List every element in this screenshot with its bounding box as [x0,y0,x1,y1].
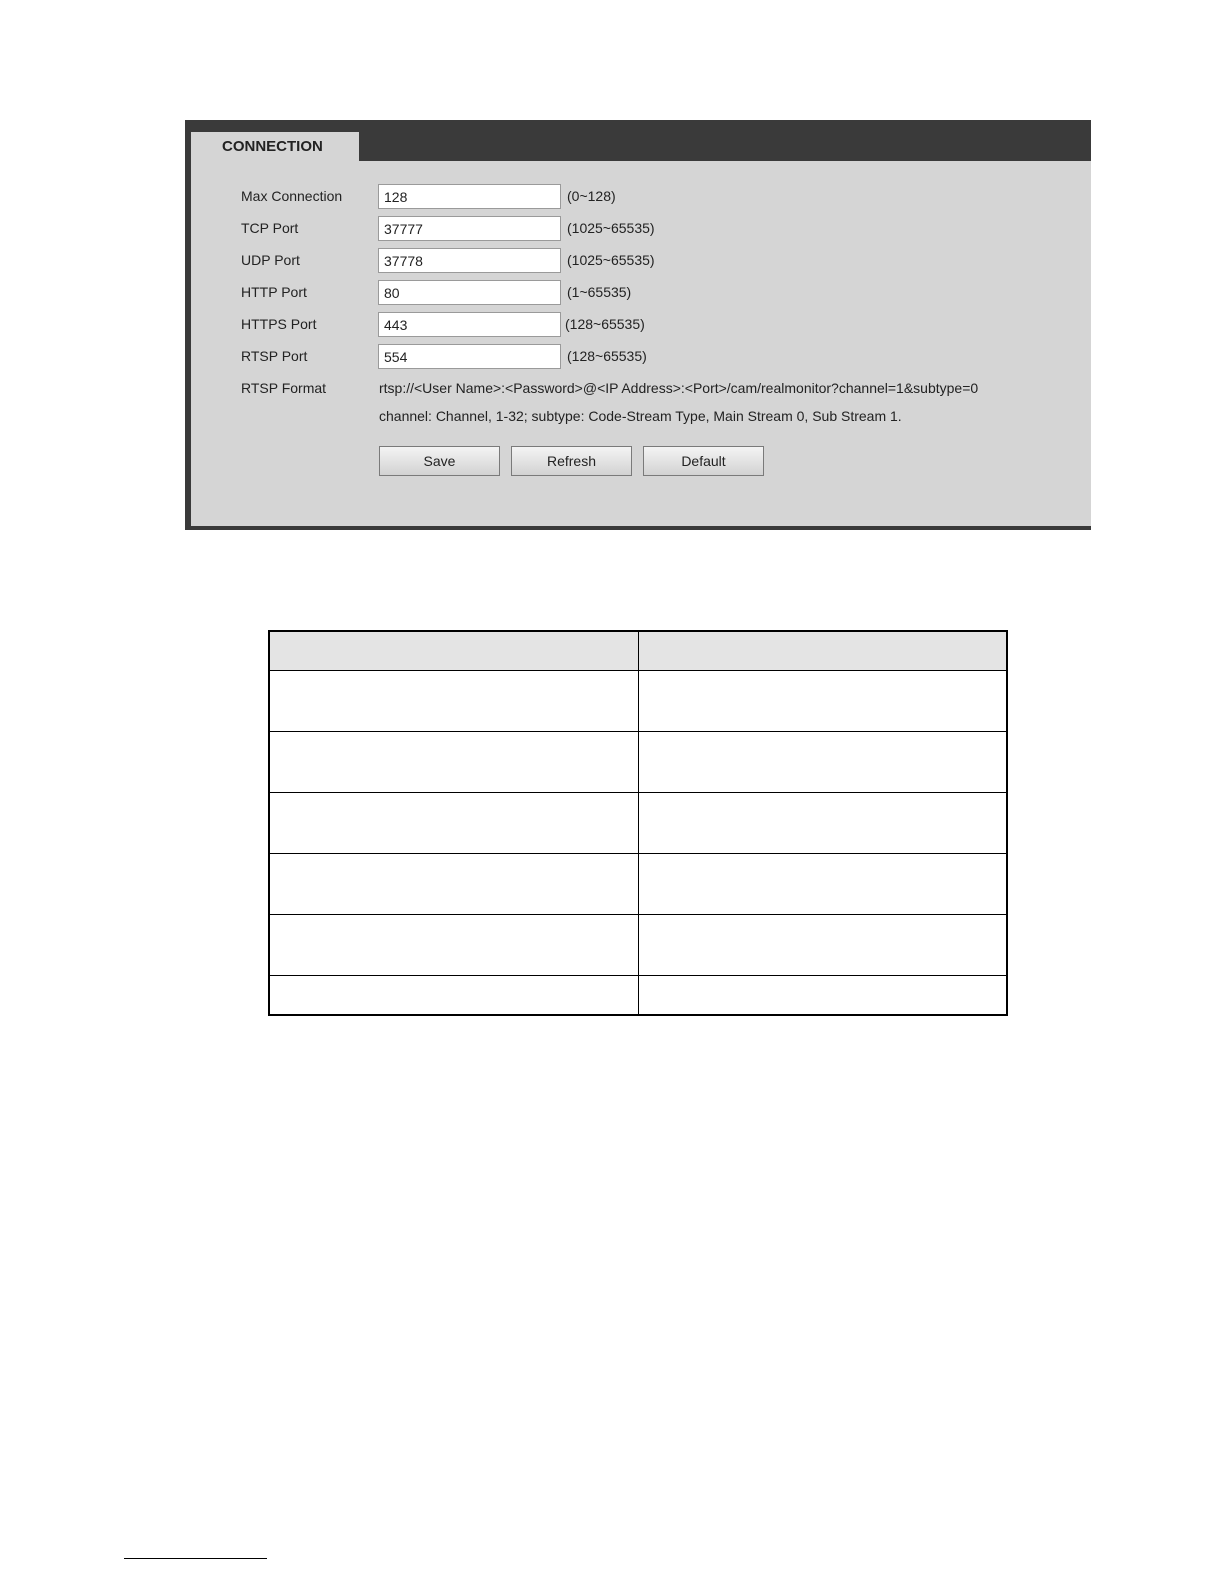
max-connection-input[interactable] [378,184,561,209]
table-cell [269,793,638,854]
default-button[interactable]: Default [643,446,764,476]
table-cell [638,671,1007,732]
table-cell [638,854,1007,915]
table-row [269,671,1007,732]
max-connection-label: Max Connection [241,188,343,204]
https-port-label: HTTPS Port [241,316,317,332]
rtsp-format-url: rtsp://<User Name>:<Password>@<IP Address>:<Port>/cam/realmonitor?channel=1&subtype=0 [379,380,979,396]
footnote-divider [124,1558,267,1559]
http-port-label: HTTP Port [241,284,307,300]
table-cell [269,671,638,732]
table-row [269,732,1007,793]
table-cell [269,732,638,793]
table-cell [269,915,638,976]
rtsp-port-range: (128~65535) [567,348,647,364]
https-port-range: (128~65535) [565,316,645,332]
udp-port-range: (1025~65535) [567,252,655,268]
refresh-button[interactable]: Refresh [511,446,632,476]
table-row [269,915,1007,976]
table-cell [269,854,638,915]
udp-port-input[interactable] [378,248,561,273]
tcp-port-input[interactable] [378,216,561,241]
table-row [269,976,1007,1016]
parameter-table [268,630,1008,1016]
table-header-row [269,631,1007,671]
save-button[interactable]: Save [379,446,500,476]
max-connection-range: (0~128) [567,188,616,204]
table-header-cell [638,631,1007,671]
table-header-cell [269,631,638,671]
rtsp-format-note: channel: Channel, 1-32; subtype: Code-Stream Type, Main Stream 0, Sub Stream 1. [379,408,902,424]
https-port-input[interactable] [378,312,561,337]
tcp-port-label: TCP Port [241,220,299,236]
tab-connection-label: CONNECTION [222,138,323,155]
table-cell [638,732,1007,793]
tcp-port-range: (1025~65535) [567,220,655,236]
table-cell [638,915,1007,976]
tab-connection[interactable] [191,132,359,161]
table-cell [269,976,638,1016]
table-row [269,793,1007,854]
table-cell [638,793,1007,854]
http-port-input[interactable] [378,280,561,305]
udp-port-label: UDP Port [241,252,300,268]
rtsp-format-label: RTSP Format [241,380,327,396]
http-port-range: (1~65535) [567,284,632,300]
rtsp-port-label: RTSP Port [241,348,308,364]
table-row [269,854,1007,915]
table-cell [638,976,1007,1016]
rtsp-port-input[interactable] [378,344,561,369]
